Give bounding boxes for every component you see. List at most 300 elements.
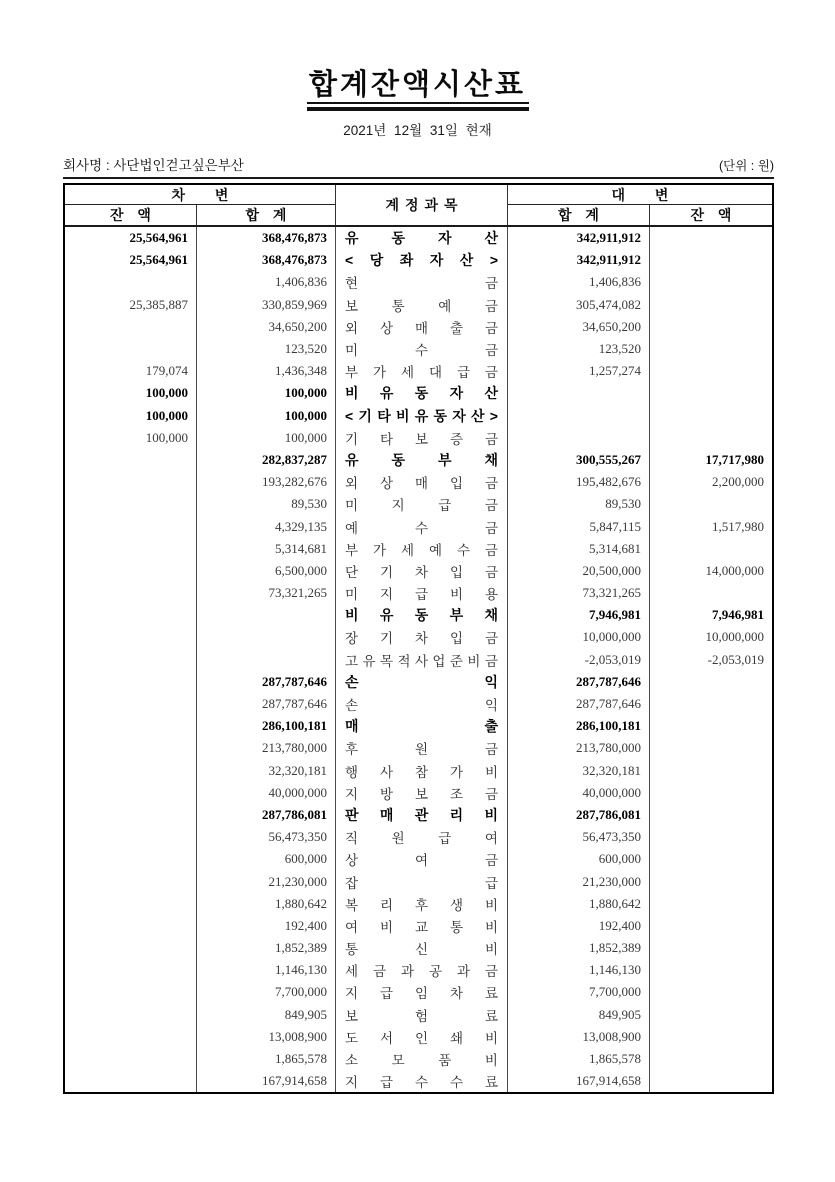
account-name-char: 방	[379, 786, 394, 802]
account-name-char: 금	[484, 431, 498, 447]
debit-total-cell: 213,780,000	[262, 740, 327, 756]
account-name-char: 급	[414, 587, 429, 603]
account-name-cell	[335, 515, 508, 537]
account-name-char: 금	[484, 964, 498, 980]
page-title: 합계잔액시산표	[308, 69, 527, 101]
debit-balance-cell	[65, 782, 197, 804]
account-name-char: 보	[345, 298, 359, 314]
credit-total-cell: 600,000	[508, 848, 650, 870]
account-name-char: 수	[414, 520, 429, 536]
credit-total-cell: 287,786,081	[508, 804, 650, 826]
table-row	[65, 582, 772, 604]
debit-total-cell: 73,321,265	[268, 585, 327, 601]
account-name-char: 리	[379, 897, 394, 913]
account-name-char: 기	[358, 407, 372, 424]
account-name-char: 유	[379, 385, 394, 402]
account-name-char: <	[345, 407, 354, 424]
account-name-char: 외	[345, 320, 359, 336]
table-row	[65, 915, 772, 937]
account-name-char: 유	[414, 407, 429, 424]
debit-balance-cell	[65, 959, 197, 981]
credit-total-cell: 73,321,265	[508, 582, 650, 604]
account-name-char: 금	[484, 276, 498, 292]
debit-total-cell: 286,100,181	[262, 718, 327, 734]
account-name-char: 차	[414, 564, 429, 580]
account-name-char: 보	[345, 1008, 359, 1024]
account-name-char: 리	[449, 806, 464, 823]
account-name-cell	[335, 471, 508, 493]
table-row	[65, 338, 772, 360]
account-name-char: 수	[456, 542, 470, 558]
debit-total-cell	[197, 604, 335, 626]
table-row	[65, 893, 772, 915]
debit-balance-cell	[65, 626, 197, 648]
account-name-cell	[335, 826, 508, 848]
account-name-cell	[335, 1048, 508, 1070]
table-row	[65, 1026, 772, 1048]
account-name-char: 관	[414, 806, 429, 823]
table-header	[65, 185, 772, 227]
account-name-char: 비	[484, 942, 498, 958]
account-name-char: 료	[484, 986, 498, 1002]
account-name-cell	[335, 760, 508, 782]
account-name-char: 익	[484, 673, 498, 690]
account-name-char: 원	[414, 742, 429, 758]
title-underline-thick	[307, 107, 529, 111]
account-name-cell	[335, 227, 508, 249]
account-name-char: 과	[456, 964, 470, 980]
credit-total-cell: 1,880,642	[508, 893, 650, 915]
account-name-char: 외	[345, 476, 359, 492]
account-name-char: 유	[379, 607, 394, 624]
debit-total-cell: 287,786,081	[262, 806, 327, 822]
credit-total-cell: 123,520	[508, 338, 650, 360]
credit-total-cell: 89,530	[508, 493, 650, 515]
credit-total-cell: 213,780,000	[508, 737, 650, 759]
header-debit-group: 차 변	[65, 185, 335, 205]
account-name-char: 통	[449, 919, 463, 935]
credit-total-cell: 10,000,000	[508, 626, 650, 648]
account-name-cell	[335, 582, 508, 604]
account-name-char: 예	[345, 520, 359, 536]
account-name-char: 동	[391, 451, 406, 468]
account-name-char: 급	[438, 498, 452, 514]
account-name-char: 통	[345, 942, 359, 958]
account-name-char: 세	[400, 542, 415, 558]
debit-balance-cell	[65, 1070, 197, 1092]
debit-balance-cell: 25,564,961	[65, 227, 197, 249]
credit-total-cell: -2,053,019	[508, 649, 650, 671]
credit-balance-cell: 7,946,981	[712, 607, 764, 623]
credit-balance-cell	[650, 804, 772, 826]
debit-total-cell: 13,008,900	[268, 1028, 327, 1044]
table-row	[65, 604, 772, 626]
account-name-char: 금	[484, 498, 498, 514]
account-name-cell	[335, 382, 508, 404]
account-name-cell	[335, 893, 508, 915]
account-name-cell	[335, 604, 508, 626]
account-name-char: 후	[414, 897, 429, 913]
debit-total-cell: 1,406,836	[275, 274, 327, 290]
debit-balance-cell	[65, 804, 197, 826]
account-name-char: 후	[345, 742, 359, 758]
account-name-char: 지	[379, 587, 394, 603]
credit-total-cell: 1,406,836	[508, 271, 650, 293]
account-name-char: 목	[379, 653, 394, 669]
account-name-char: 유	[345, 451, 359, 468]
debit-total-cell: 1,865,578	[275, 1051, 327, 1067]
account-name-char: 비	[484, 897, 498, 913]
account-name-char: 고	[345, 653, 359, 669]
account-name-char: 여	[345, 919, 359, 935]
credit-balance-cell	[650, 316, 772, 338]
credit-total-cell	[508, 427, 650, 449]
credit-total-cell: 849,905	[508, 1004, 650, 1026]
account-name-char: 급	[438, 831, 452, 847]
credit-total-cell: 287,787,646	[508, 693, 650, 715]
debit-balance-cell: 100,000	[65, 405, 197, 427]
account-name-char: 대	[428, 365, 442, 381]
debit-total-cell: 89,530	[291, 496, 327, 512]
credit-total-cell: 1,852,389	[508, 937, 650, 959]
title-underline-thin	[307, 102, 529, 104]
credit-balance-cell	[650, 870, 772, 892]
account-name-char: 산	[459, 252, 474, 269]
debit-balance-cell	[65, 538, 197, 560]
debit-balance-cell	[65, 560, 197, 582]
table-row	[65, 693, 772, 715]
account-name-char: 여	[484, 831, 498, 847]
account-name-char: 비	[484, 1030, 498, 1046]
account-name-char: 임	[414, 986, 429, 1002]
account-name-char: 금	[484, 542, 498, 558]
debit-total-cell: 5,314,681	[275, 540, 327, 556]
table-row	[65, 427, 772, 449]
credit-balance-cell	[650, 427, 772, 449]
debit-balance-cell	[65, 449, 197, 471]
account-name-cell	[335, 715, 508, 737]
account-name-char: 금	[484, 786, 498, 802]
debit-total-cell: 34,650,200	[268, 318, 327, 334]
table-row	[65, 538, 772, 560]
account-name-cell	[335, 1004, 508, 1026]
account-name-char: 유	[345, 230, 359, 247]
credit-total-cell	[508, 405, 650, 427]
debit-total-cell: 192,400	[284, 917, 327, 933]
account-name-char: 수	[414, 1075, 429, 1091]
account-name-cell	[335, 560, 508, 582]
debit-balance-cell	[65, 737, 197, 759]
account-name-char: 가	[372, 365, 387, 381]
account-name-char: 채	[484, 607, 498, 624]
account-name-char: 도	[345, 1030, 359, 1046]
account-name-char: 금	[484, 564, 498, 580]
account-name-char: 급	[456, 365, 470, 381]
credit-total-cell: 342,911,912	[508, 249, 650, 271]
account-name-char: 부	[449, 607, 464, 624]
account-name-char: 부	[345, 542, 359, 558]
header-debit-balance: 잔 액	[65, 205, 197, 225]
account-name-char: 입	[449, 564, 463, 580]
table-row	[65, 405, 772, 427]
table-row	[65, 493, 772, 515]
debit-balance-cell	[65, 1004, 197, 1026]
debit-total-cell: 1,880,642	[275, 895, 327, 911]
account-name-char: 준	[449, 653, 463, 669]
account-name-char: 조	[449, 786, 463, 802]
account-name-char: 상	[379, 320, 394, 336]
debit-balance-cell	[65, 981, 197, 1003]
account-name-char: 당	[369, 252, 384, 269]
debit-balance-cell	[65, 870, 197, 892]
account-name-char: 동	[414, 385, 429, 402]
account-name-char: 출	[484, 718, 498, 735]
debit-balance-cell	[65, 515, 197, 537]
account-name-char: 신	[414, 942, 429, 958]
account-name-char: 예	[438, 298, 452, 314]
account-name-char: 금	[484, 853, 498, 869]
credit-total-cell: 342,911,912	[508, 227, 650, 249]
account-name-char: 좌	[399, 252, 414, 269]
account-name-char: 미	[345, 343, 359, 359]
account-name-char: 동	[414, 607, 429, 624]
debit-total-cell: 32,320,181	[268, 762, 327, 778]
debit-balance-cell: 25,564,961	[65, 249, 197, 271]
table-row	[65, 1004, 772, 1026]
account-name-char: 비	[345, 385, 359, 402]
account-name-char: 부	[437, 451, 452, 468]
account-name-char: 출	[449, 320, 463, 336]
credit-total-cell: 20,500,000	[508, 560, 650, 582]
debit-total-cell: 100,000	[284, 429, 327, 445]
account-name-char: 증	[449, 431, 463, 447]
account-name-char: 금	[484, 631, 498, 647]
company-name: 회사명 : 사단법인걷고싶은부산	[63, 158, 244, 173]
table-row	[65, 826, 772, 848]
credit-balance-cell	[650, 249, 772, 271]
account-name-char: 비	[449, 587, 463, 603]
debit-balance-cell	[65, 1026, 197, 1048]
account-name-char: 가	[372, 542, 387, 558]
debit-total-cell: 40,000,000	[268, 784, 327, 800]
account-name-char: 입	[449, 476, 463, 492]
account-name-char: 유	[362, 653, 376, 669]
account-name-char: 부	[345, 365, 359, 381]
account-name-char: 수	[449, 1075, 463, 1091]
account-name-char: 직	[345, 831, 359, 847]
account-name-char: 공	[428, 964, 442, 980]
account-name-char: 금	[484, 742, 498, 758]
credit-total-cell: 300,555,267	[508, 449, 650, 471]
debit-balance-cell: 179,074	[65, 360, 197, 382]
account-name-cell	[335, 737, 508, 759]
credit-balance-cell: 1,517,980	[712, 518, 764, 534]
credit-total-cell: 56,473,350	[508, 826, 650, 848]
debit-total-cell: 287,787,646	[262, 673, 327, 689]
account-name-char: 금	[484, 298, 498, 314]
account-name-char: 급	[484, 875, 498, 891]
account-name-cell	[335, 626, 508, 648]
credit-total-cell: 1,865,578	[508, 1048, 650, 1070]
credit-total-cell: 21,230,000	[508, 870, 650, 892]
credit-total-cell: 7,700,000	[508, 981, 650, 1003]
title-underline	[307, 102, 529, 111]
credit-total-cell: 40,000,000	[508, 782, 650, 804]
credit-balance-cell	[650, 338, 772, 360]
account-name-cell	[335, 870, 508, 892]
debit-total-cell: 100,000	[284, 385, 327, 401]
debit-total-cell: 7,700,000	[275, 984, 327, 1000]
debit-total-cell: 193,282,676	[262, 474, 327, 490]
account-name-cell	[335, 271, 508, 293]
trial-balance-table	[63, 183, 774, 1094]
credit-balance-cell	[650, 826, 772, 848]
account-name-char: 산	[484, 230, 498, 247]
credit-balance-cell: 17,717,980	[705, 451, 764, 467]
table-row	[65, 649, 772, 671]
account-name-char: 기	[345, 431, 359, 447]
account-name-char: 수	[414, 343, 429, 359]
account-name-char: 비	[379, 919, 394, 935]
table-row	[65, 870, 772, 892]
credit-total-cell: 1,257,274	[508, 360, 650, 382]
table-row	[65, 249, 772, 271]
report-date: 2021년 12월 31일 현재	[343, 123, 492, 138]
debit-balance-cell	[65, 271, 197, 293]
debit-balance-cell	[65, 316, 197, 338]
account-name-char: 예	[428, 542, 442, 558]
debit-balance-cell	[65, 848, 197, 870]
credit-total-cell: 192,400	[508, 915, 650, 937]
debit-total-cell: 1,852,389	[275, 940, 327, 956]
account-name-char: 험	[414, 1008, 429, 1024]
account-name-char: 비	[467, 653, 481, 669]
account-name-char: 원	[391, 831, 405, 847]
account-name-cell	[335, 538, 508, 560]
table-row	[65, 360, 772, 382]
account-name-char: 지	[391, 498, 405, 514]
account-name-char: 현	[345, 276, 359, 292]
credit-balance-cell: 14,000,000	[705, 562, 764, 578]
account-name-char: 상	[345, 853, 359, 869]
account-name-char: 차	[414, 631, 429, 647]
table-row	[65, 848, 772, 870]
table-row	[65, 671, 772, 693]
debit-total-cell: 330,859,969	[262, 296, 327, 312]
account-name-char: 쇄	[449, 1030, 463, 1046]
account-name-char: 자	[437, 230, 452, 247]
account-name-cell	[335, 782, 508, 804]
account-name-char: 금	[484, 653, 498, 669]
table-body	[65, 227, 772, 1092]
account-name-cell	[335, 649, 508, 671]
account-name-cell	[335, 493, 508, 515]
account-name-char: 매	[345, 718, 359, 735]
debit-total-cell: 282,837,287	[262, 451, 327, 467]
account-name-cell	[335, 937, 508, 959]
account-name-char: 손	[345, 698, 359, 714]
account-name-char: 통	[391, 298, 405, 314]
account-name-char: 기	[379, 564, 394, 580]
account-name-char: 지	[345, 1075, 359, 1091]
account-name-char: 손	[345, 673, 359, 690]
account-name-cell	[335, 915, 508, 937]
account-name-char: 자	[449, 385, 464, 402]
credit-total-cell: 167,914,658	[508, 1070, 650, 1092]
account-name-cell	[335, 449, 508, 471]
debit-total-cell: 600,000	[284, 851, 327, 867]
account-name-char: 보	[414, 786, 429, 802]
debit-balance-cell: 100,000	[65, 427, 197, 449]
account-name-char: 미	[345, 587, 359, 603]
account-name-char: 급	[379, 986, 394, 1002]
account-name-char: 잡	[345, 875, 359, 891]
credit-balance-cell	[650, 693, 772, 715]
credit-balance-cell	[650, 915, 772, 937]
debit-balance-cell	[65, 693, 197, 715]
account-name-cell	[335, 338, 508, 360]
account-name-cell	[335, 848, 508, 870]
account-name-char: 매	[379, 806, 394, 823]
table-row	[65, 981, 772, 1003]
table-row	[65, 937, 772, 959]
account-name-char: 비	[484, 764, 498, 780]
account-name-char: 비	[484, 919, 498, 935]
credit-balance-cell	[650, 227, 772, 249]
account-name-char: 상	[379, 476, 394, 492]
credit-balance-cell	[650, 671, 772, 693]
credit-balance-cell	[650, 582, 772, 604]
credit-total-cell: 13,008,900	[508, 1026, 650, 1048]
account-name-char: 금	[484, 520, 498, 536]
account-name-char: 금	[484, 476, 498, 492]
credit-balance-cell	[650, 360, 772, 382]
header-debit-total: 합 계	[245, 207, 287, 223]
account-name-char: 지	[345, 986, 359, 1002]
account-name-char: 산	[484, 385, 498, 402]
account-name-char: 산	[471, 407, 485, 424]
credit-total-cell: 1,146,130	[508, 959, 650, 981]
account-name-char: 금	[372, 964, 387, 980]
table-row	[65, 626, 772, 648]
account-name-char: 채	[484, 451, 498, 468]
account-name-char: 행	[345, 764, 359, 780]
credit-balance-cell	[650, 271, 772, 293]
debit-total-cell: 56,473,350	[268, 829, 327, 845]
account-name-char: <	[345, 252, 354, 269]
account-name-char: 교	[414, 919, 429, 935]
account-name-char: 타	[377, 407, 391, 424]
debit-balance-cell	[65, 760, 197, 782]
account-name-char: 입	[449, 631, 463, 647]
account-name-char: 매	[414, 320, 429, 336]
credit-balance-cell	[650, 294, 772, 316]
account-name-char: 업	[432, 653, 446, 669]
account-name-char: 자	[429, 252, 444, 269]
account-name-char: 복	[345, 897, 359, 913]
credit-balance-cell	[650, 715, 772, 737]
debit-total-cell	[197, 649, 335, 671]
debit-total-cell: 368,476,873	[262, 252, 327, 268]
debit-total-cell: 123,520	[284, 341, 327, 357]
credit-balance-cell: -2,053,019	[707, 651, 764, 667]
table-row	[65, 471, 772, 493]
table-row	[65, 294, 772, 316]
credit-balance-cell	[650, 1070, 772, 1092]
account-name-cell	[335, 405, 508, 427]
debit-balance-cell	[65, 893, 197, 915]
account-name-cell	[335, 804, 508, 826]
